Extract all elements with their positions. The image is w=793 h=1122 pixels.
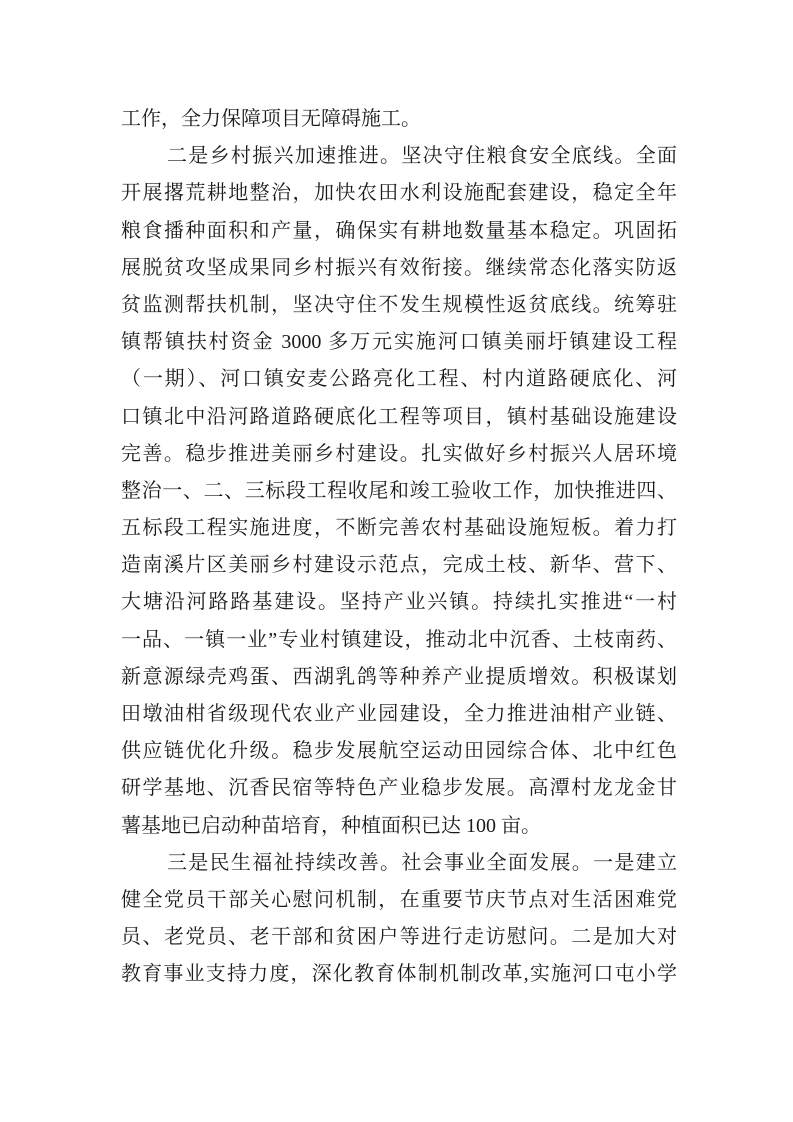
text-line: 造南溪片区美丽乡村建设示范点，完成土枝、新华、营下、 (121, 554, 677, 577)
text-line: 镇帮镇扶村资金 3000 多万元实施河口镇美丽圩镇建设工程 (121, 331, 677, 354)
paragraph-1-continuation (121, 101, 677, 138)
text-line: 大塘沿河路路基建设。坚持产业兴镇。持续扎实推进“一村 (121, 591, 677, 614)
text-line: 贫监测帮扶机制，坚决守住不发生规模性返贫底线。统筹驻 (121, 293, 677, 316)
text-line: 健全党员干部关心慰问机制，在重要节庆节点对生活困难党 (121, 888, 677, 911)
text-line: 研学基地、沉香民宿等特色产业稳步发展。高潭村龙龙金甘 (121, 777, 677, 800)
text-line: 口镇北中沿河路道路硬底化工程等项目，镇村基础设施建设 (121, 405, 677, 428)
text-line: 供应链优化升级。稳步发展航空运动田园综合体、北中红色 (121, 740, 677, 763)
text-line: （一期）、河口镇安麦公路亮化工程、村内道路硬底化、河 (121, 368, 677, 391)
document-content (121, 101, 677, 994)
paragraph-3-livelihood (121, 845, 677, 994)
text-line: 三是民生福祉持续改善。社会事业全面发展。一是建立 (167, 851, 677, 874)
text-line: 展脱贫攻坚成果同乡村振兴有效衔接。继续常态化落实防返 (121, 256, 677, 279)
text-line: 田墩油柑省级现代农业产业园建设，全力推进油柑产业链、 (121, 703, 677, 725)
paragraph-2-rural-revitalization (121, 138, 677, 845)
text-line: 粮食播种面积和产量，确保实有耕地数量基本稳定。巩固拓 (121, 219, 677, 242)
text-line: 薯基地已启动种苗培育，种植面积已达 100 亩。 (121, 814, 541, 837)
text-line: 新意源绿壳鸡蛋、西湖乳鸽等种养产业提质增效。积极谋划 (121, 665, 677, 688)
text-line: 整治一、二、三标段工程收尾和竣工验收工作，加快推进四、 (121, 479, 677, 502)
text-line: 一品、一镇一业”专业村镇建设，推动北中沉香、土枝南药、 (121, 628, 677, 651)
text-line: 开展撂荒耕地整治，加快农田水利设施配套建设，稳定全年 (121, 182, 677, 205)
text-line: 二是乡村振兴加速推进。坚决守住粮食安全底线。全面 (167, 145, 677, 168)
text-line: 完善。稳步推进美丽乡村建设。扎实做好乡村振兴人居环境 (121, 442, 677, 465)
text-line: 员、老党员、老干部和贫困户等进行走访慰问。二是加大对 (121, 926, 677, 949)
text-line: 教育事业支持力度，深化教育体制机制改革,实施河口屯小学 (121, 963, 677, 986)
text-line: 五标段工程实施进度，不断完善农村基础设施短板。着力打 (121, 517, 677, 540)
text-line: 工作，全力保障项目无障碍施工。 (121, 108, 421, 130)
